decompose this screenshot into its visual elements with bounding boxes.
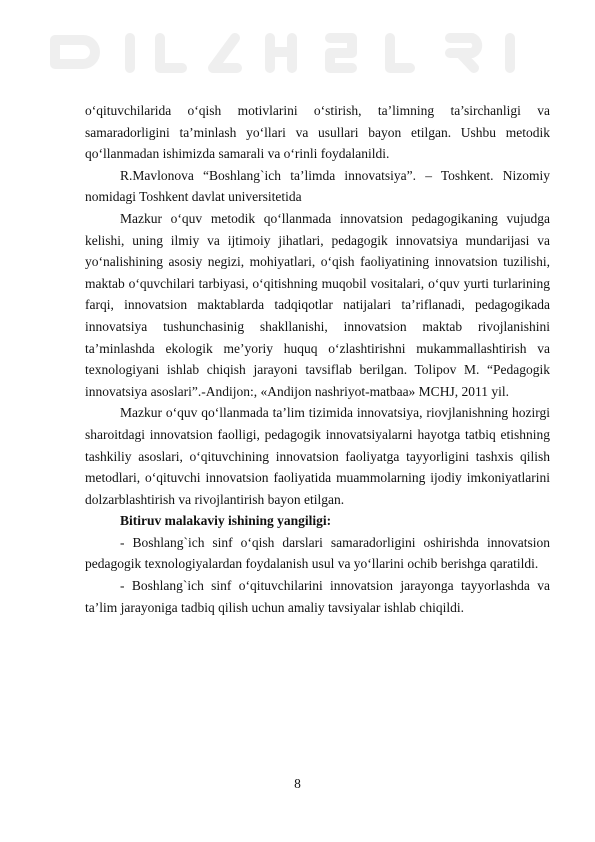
section-heading: Bitiruv malakaviy ishining yangiligi: (120, 513, 332, 529)
paragraph-description-2: Mazkur o‘quv qo‘llanmada ta’lim tizimida innovatsiya, riovjlanishning hozirgi sharoitdagi innovatsion faolligi, pedagogik innovatsiyalarni hayotga tatbiq etishning tashkiliy asoslari, o‘qituvchining innovatsion faoliyatga tayyorligini tashxis qilish metodlari, o‘qituvchi innovatsion faoliyatida muammolarning ijodiy imkoniyatlarini dolzarblashtirish va rivojlantirish bayon etilgan. (85, 405, 550, 507)
novelty-item: - Boshlang`ich sinf o‘qish darslari samaradorligini oshirishda innovatsion pedagogik texnologiyalardan foydalanish usul va yo‘llarini ochib berishga qaratildi. (85, 534, 550, 572)
paragraph-continuation: o‘qituvchilarida o‘qish motivlarini o‘stirish, ta’limning ta’sirchanligi va samaradorligini ta’minlash yo‘llari va usullari bayon etilgan. Ushbu metodik qo‘llanmadan ishimizda samarali va o‘rinli foydalanildi. (85, 103, 550, 162)
paragraph-description-1: Mazkur o‘quv metodik qo‘llanmada innovatsion pedagogikaning vujudga kelishi, uning ilmiy va ijtimoiy jihatlari, pedagogik innovatsiya mundarijasi va yo‘nalishining asosiy negizi, mohiyatlari, o‘qish faoliyatining innovatsion tuzilishi, maktab o‘quvchilari tarbiyasi, o‘qitishning muqobil vositalari, o‘quv yurti turlarining farqi, innovatsion maktablarda tadqiqotlar natijalari ta’riflanadi, pedagogikada innovatsiya tushunchasinig shakllanishi, innovatsion maktab rivojlanishini ta’minlashda ekologik me’yoriy huquq o‘zlashtirishni mukammallashtirish va texnologiyani ishlab chiqish jarayoni tavsiflab berilgan. Tolipov M. “Pedagogik innovatsiya asoslari”.-Andijon:, «Andijon nashriyot-matbaa» MCHJ, 2011 yil. (85, 210, 550, 399)
paragraph-reference-mavlonova: R.Mavlonova “Boshlang`ich ta’limda innovatsiya”. – Toshkent. Nizomiy nomidagi Toshkent davlat universitetida (85, 167, 550, 205)
page-number: 8 (294, 776, 301, 791)
novelty-item: - Boshlang`ich sinf o‘qituvchilarini innovatsion jarayonga tayyorlashda va ta’lim jarayoniga tadbiq qilish uchun amaliy tavsiyalar ishlab chiqildi. (85, 578, 550, 615)
document-body (85, 100, 550, 618)
